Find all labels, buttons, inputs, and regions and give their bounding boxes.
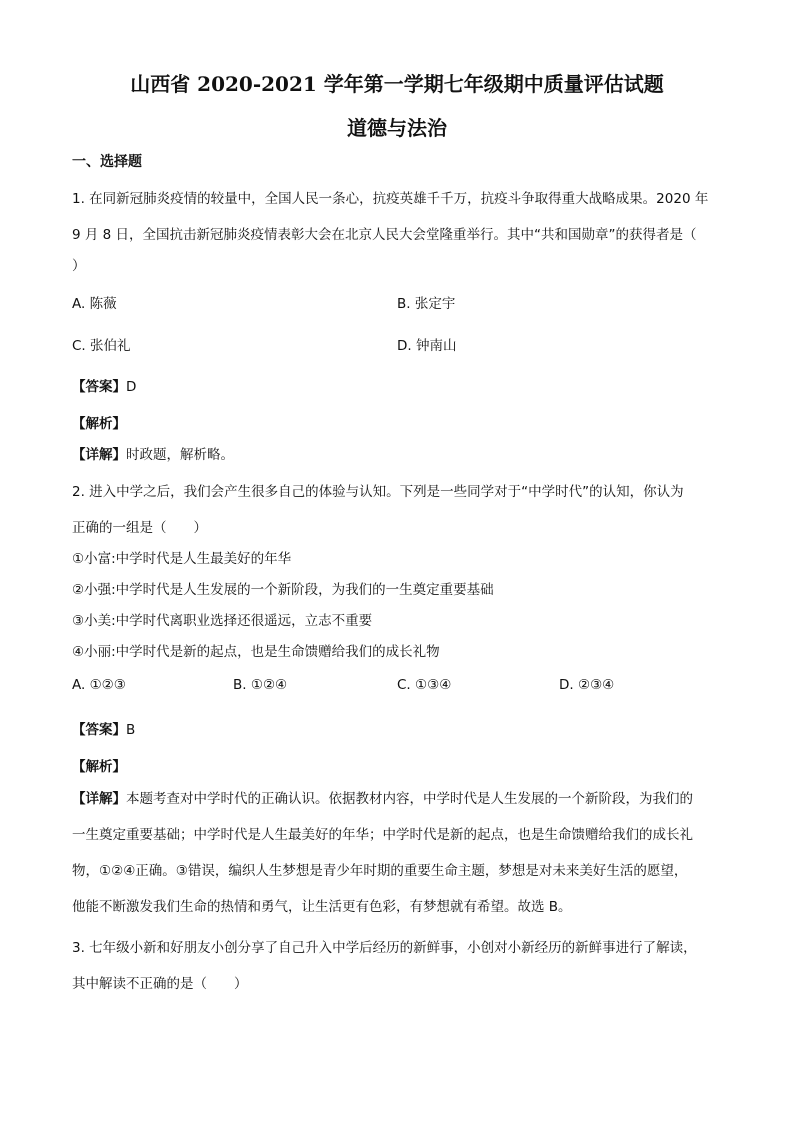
question-2-line-1: 2. 进入中学之后，我们会产生很多自己的体验与认知。下列是一些同学对于“中学时代”的认知，你认为	[72, 484, 684, 500]
question-1-detail	[72, 443, 234, 463]
exam-title: 山西省 2020-2021 学年第一学期七年级期中质量评估试题	[130, 72, 664, 96]
question-1-line-2: 9 月 8 日，全国抗击新冠肺炎疫情表彰大会在北京人民大会堂隆重举行。其中“共和国勋章”的获得者是（	[72, 227, 697, 243]
question-1-option-a: A. 陈薇	[72, 296, 117, 312]
question-3-line-1: 3. 七年级小新和好朋友小创分享了自己升入中学后经历的新鲜事，小创对小新经历的新鲜事进行了解读，	[72, 940, 697, 956]
question-2-option-c: C. ①③④	[397, 677, 452, 693]
analysis-tag: 【解析】	[72, 759, 126, 775]
question-2-option-b: B. ①②④	[233, 677, 288, 693]
detail-text: 时政题，解析略。	[126, 447, 234, 463]
question-2-detail-line-3: 物，①②④正确。③错误，编织人生梦想是青少年时期的重要生命主题，梦想是对未来美好生活的愿望，	[72, 863, 688, 879]
answer-value: B	[126, 722, 136, 738]
question-2-detail-line-1	[72, 787, 693, 807]
answer-value: D	[126, 379, 137, 395]
question-2-statement-4: ④小丽:中学时代是新的起点，也是生命馈赠给我们的成长礼物	[72, 644, 440, 660]
question-1-line-3: ）	[72, 258, 86, 274]
question-1-analysis-tag	[72, 412, 126, 432]
detail-text: 本题考查对中学时代的正确认识。依据教材内容，中学时代是人生发展的一个新阶段，为我们的	[126, 791, 693, 807]
question-2-option-a: A. ①②③	[72, 677, 126, 693]
exam-subject: 道德与法治	[347, 116, 447, 140]
detail-tag: 【详解】	[72, 791, 126, 807]
question-2-statement-3: ③小美:中学时代离职业选择还很遥远，立志不重要	[72, 613, 373, 629]
question-1-option-d: D. 钟南山	[397, 338, 457, 354]
question-2-answer	[72, 718, 135, 738]
question-1-line-1: 1. 在同新冠肺炎疫情的较量中，全国人民一条心，抗疫英雄千千万，抗疫斗争取得重大战略成果。2020 年	[72, 191, 709, 207]
question-1-option-b: B. 张定宇	[397, 296, 456, 312]
question-2-statement-2: ②小强:中学时代是人生发展的一个新阶段，为我们的一生奠定重要基础	[72, 582, 494, 598]
question-2-statement-1: ①小富:中学时代是人生最美好的年华	[72, 551, 292, 567]
question-1-option-c: C. 张伯礼	[72, 338, 131, 354]
question-2-analysis-tag	[72, 755, 126, 775]
detail-tag: 【详解】	[72, 447, 126, 463]
section-heading: 一、选择题	[72, 154, 142, 170]
question-1-answer	[72, 375, 136, 395]
analysis-tag: 【解析】	[72, 416, 126, 432]
answer-tag: 【答案】	[72, 722, 126, 738]
question-3-line-2: 其中解读不正确的是（ ）	[72, 976, 248, 992]
question-2-detail-line-4: 他能不断激发我们生命的热情和勇气，让生活更有色彩，有梦想就有希望。故选 B。	[72, 899, 572, 915]
question-2-option-d: D. ②③④	[559, 677, 615, 693]
question-2-line-2: 正确的一组是（ ）	[72, 520, 207, 536]
answer-tag: 【答案】	[72, 379, 126, 395]
question-2-detail-line-2: 一生奠定重要基础；中学时代是人生最美好的年华；中学时代是新的起点，也是生命馈赠给我们的成长礼	[72, 827, 693, 843]
